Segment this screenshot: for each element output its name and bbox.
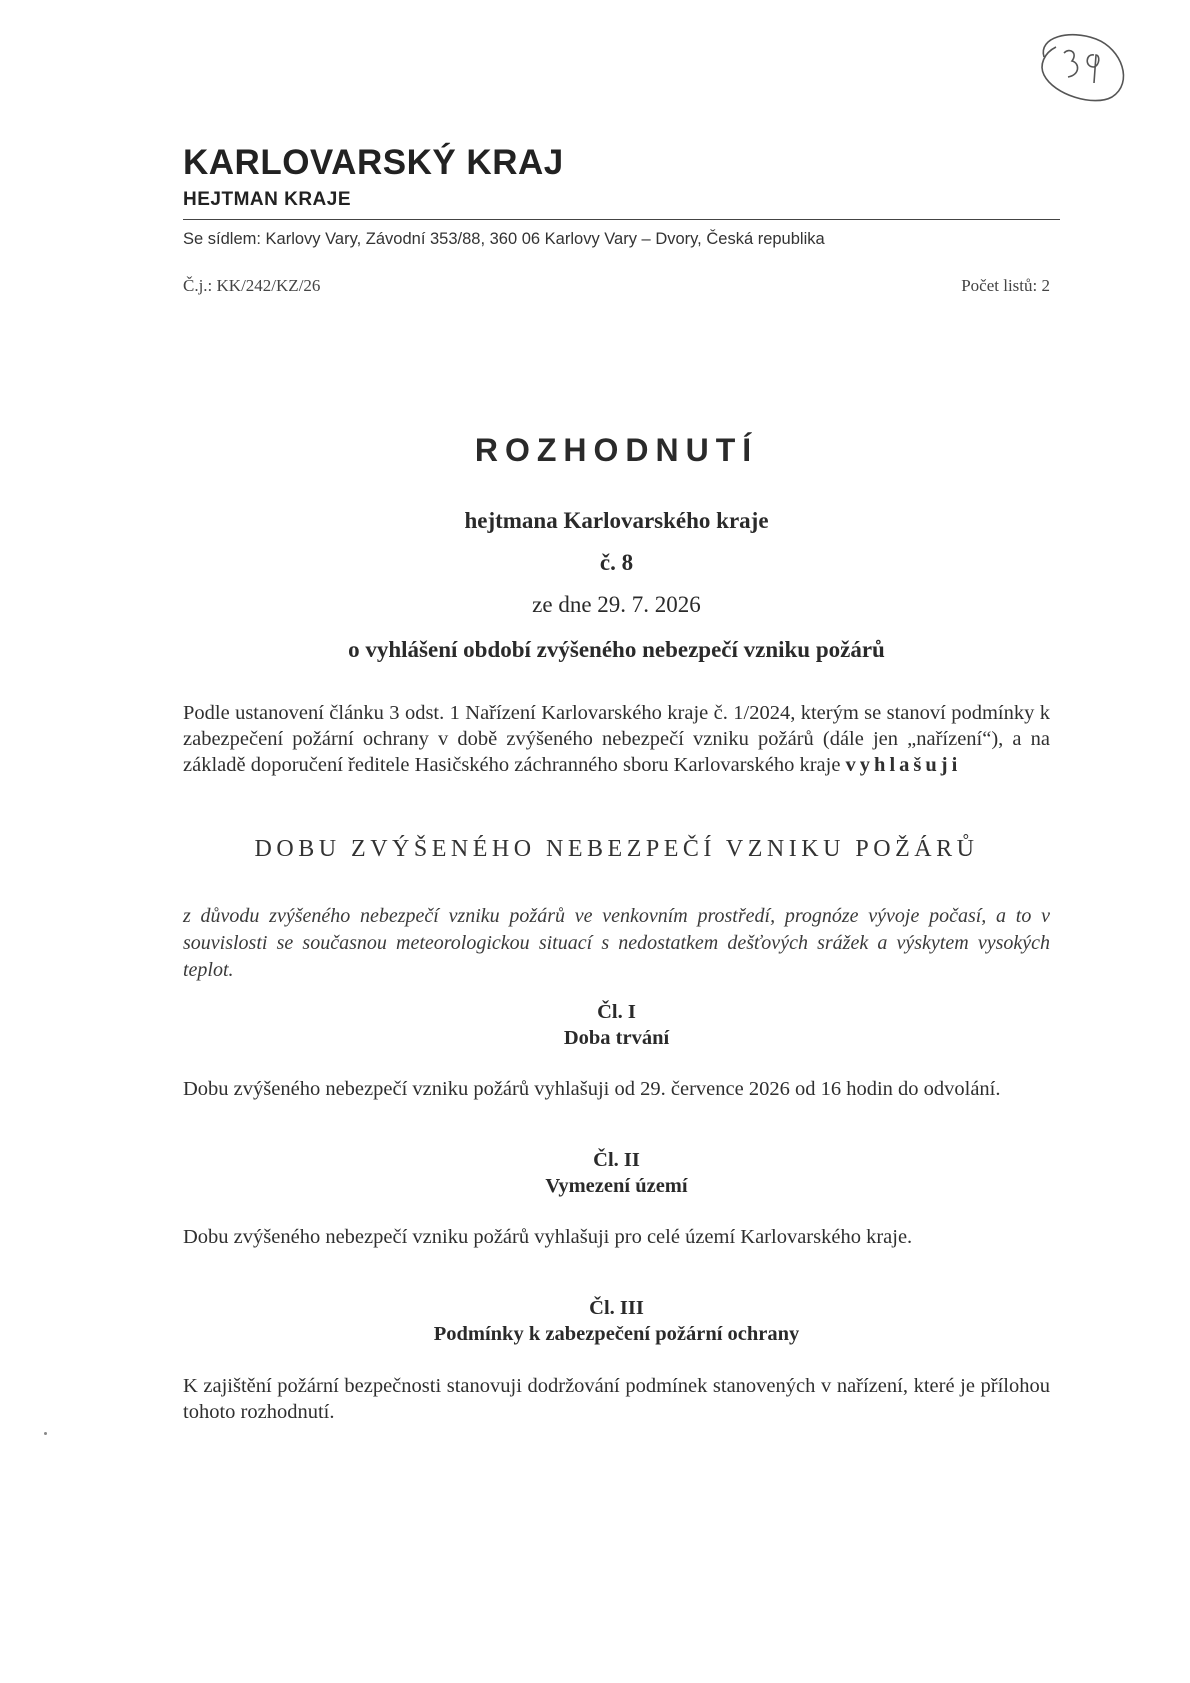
organization-subtitle: HEJTMAN KRAJE — [183, 189, 352, 210]
reason-paragraph: z důvodu zvýšeného nebezpečí vzniku požárů ve venkovním prostředí, prognóze vývoje počasí, a to v souvislosti se současnou meteorologickou situací s nedostatkem dešťových srážek a výskytem vysokých teplot. — [183, 905, 1050, 981]
intro-paragraph — [183, 700, 1050, 778]
decision-date: ze dne 29. 7. 2026 — [532, 592, 701, 617]
handwritten-page-number — [1030, 25, 1130, 115]
intro-emphasis: vyhlašuji — [845, 754, 962, 776]
decision-subject: o vyhlášení období zvýšeného nebezpečí vzniku požárů — [348, 637, 885, 662]
article-1-number: Čl. I — [597, 1001, 636, 1023]
reference-line — [183, 276, 1050, 296]
article-2-number: Čl. II — [593, 1149, 640, 1171]
intro-text: Podle ustanovení článku 3 odst. 1 Nařízení Karlovarského kraje č. 1/2024, kterým se stanoví podmínky k zabezpečení požární ochrany v době zvýšeného nebezpečí vzniku požárů (dále jen „nařízení“), a na základě doporučení ředitele Hasičského záchranného sboru Karlovarského kraje — [183, 702, 1050, 776]
address-line: Se sídlem: Karlovy Vary, Závodní 353/88, 360 06 Karlovy Vary – Dvory, Česká republika — [183, 230, 825, 248]
article-1-text: Dobu zvýšeného nebezpečí vzniku požárů vyhlašuji od 29. července 2026 od 16 hodin do odvolání. — [183, 1078, 1001, 1100]
article-3-number: Čl. III — [589, 1297, 644, 1319]
organization-name: KARLOVARSKÝ KRAJ — [183, 143, 564, 182]
document-title: ROZHODNUTÍ — [474, 432, 759, 468]
article-2-text: Dobu zvýšeného nebezpečí vzniku požárů vyhlašuji pro celé území Karlovarského kraje. — [183, 1226, 913, 1248]
document-subtitle: hejtmana Karlovarského kraje — [464, 508, 769, 533]
reference-number: Č.j.: KK/242/KZ/26 — [183, 276, 321, 295]
sheet-count: Počet listů: 2 — [961, 276, 1050, 295]
scan-speck — [44, 1432, 47, 1435]
article-3-text: K zajištění požární bezpečnosti stanovuji dodržování podmínek stanovených v nařízení, které je přílohou tohoto rozhodnutí. — [183, 1375, 1050, 1423]
header-divider — [183, 219, 1060, 220]
article-2-title: Vymezení území — [545, 1175, 688, 1197]
declaration-heading: DOBU ZVÝŠENÉHO NEBEZPEČÍ VZNIKU POŽÁRŮ — [254, 836, 979, 862]
article-1-title: Doba trvání — [563, 1027, 670, 1049]
article-3-title: Podmínky k zabezpečení požární ochrany — [433, 1323, 800, 1345]
decision-number: č. 8 — [599, 550, 634, 575]
